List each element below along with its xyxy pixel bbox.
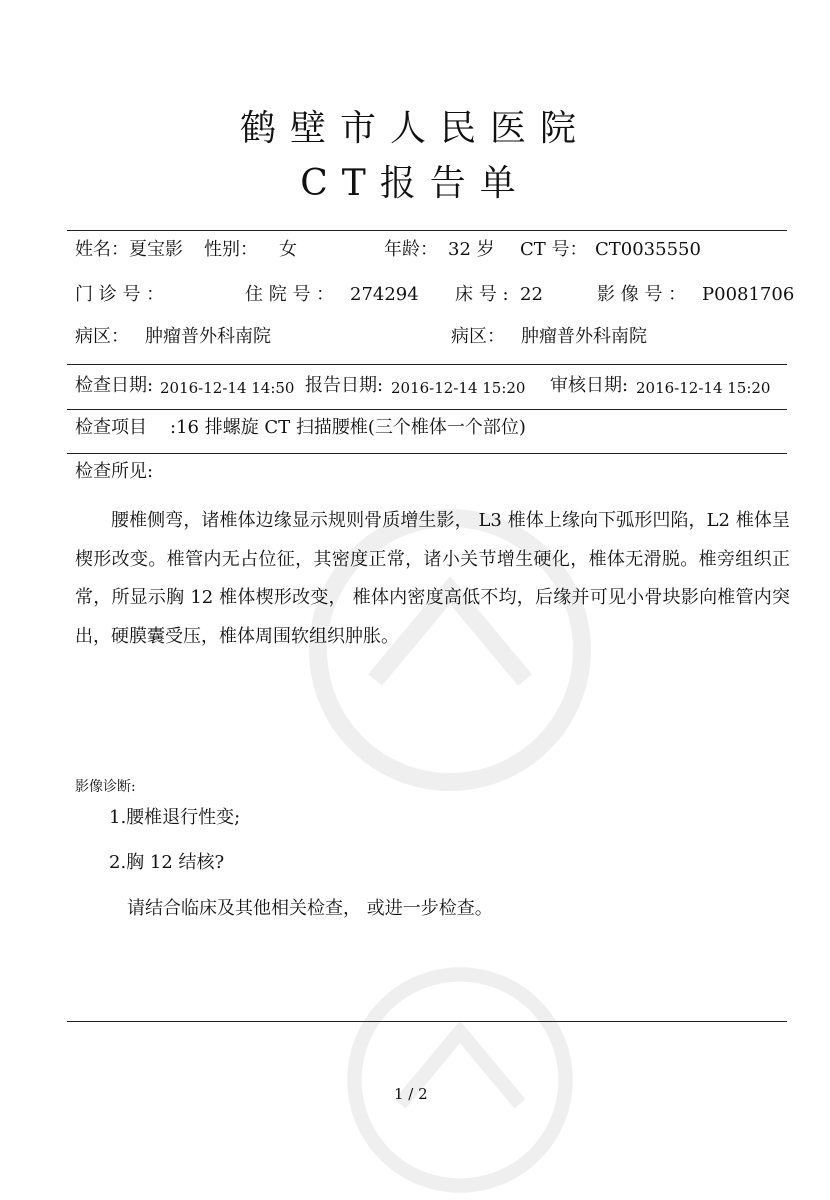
diagnosis-advice: 请结合临床及其他相关检查， 或进一步检查。: [127, 898, 493, 919]
exam-date: 2016-12-14 14:50: [160, 379, 295, 397]
review-date: 2016-12-14 15:20: [636, 379, 771, 397]
exam-item-value: :16 排螺旋 CT 扫描腰椎(三个椎体一个部位): [170, 417, 526, 438]
page-number: 1 / 2: [394, 1085, 428, 1103]
hospital-name: 鹤壁市人民医院: [239, 108, 590, 149]
name-label: 姓名：: [75, 239, 129, 260]
diagnosis-item: 1.腰椎退行性变;: [109, 807, 241, 828]
patient-age: 32 岁: [448, 239, 495, 260]
inpatient-label: 住 院 号 ：: [245, 284, 335, 305]
ward-value: 肿瘤普外科南院: [145, 326, 271, 347]
diagnosis-item: 2.胸 12 结核?: [109, 852, 225, 873]
findings-text: 腰椎侧弯，诸椎体边缘显示规则骨质增生影， L3 椎体上缘向下弧形凹陷，L2 椎体呈楔形改变。椎管内无占位征，其密度正常，诸小关节增生硬化，椎体无滑脱。椎旁组织正常，所显示胸 12 椎体楔形改变， 椎体内密度高低不均，后缘并可见小骨块影向椎管内突出，硬膜囊受压，椎体周围软组织肿胀。: [75, 510, 790, 647]
image-number: P0081706: [702, 284, 795, 305]
report-date-label: 报告日期:: [305, 375, 384, 396]
ct-number-label: CT 号：: [520, 239, 588, 260]
ward-value: 肿瘤普外科南院: [521, 326, 647, 347]
image-number-label: 影 像 号 ：: [597, 284, 687, 305]
divider: [67, 364, 787, 365]
review-date-label: 审核日期:: [550, 375, 629, 396]
report-date: 2016-12-14 15:20: [391, 379, 526, 397]
report-title: CT报告单: [300, 163, 530, 204]
inpatient-number: 274294: [350, 284, 419, 305]
bed-label: 床 号 :: [455, 284, 509, 305]
ct-number: CT0035550: [595, 239, 701, 260]
diagnosis-label: 影像诊断:: [75, 779, 136, 795]
patient-name: 夏宝影: [129, 239, 183, 260]
divider: [67, 453, 787, 454]
ward-label: 病区：: [451, 326, 505, 347]
findings-label: 检查所见:: [75, 461, 154, 482]
age-label: 年龄：: [384, 239, 438, 260]
divider: [67, 1021, 787, 1022]
patient-sex: 女: [279, 239, 297, 260]
sex-label: 性别：: [204, 239, 258, 260]
ward-label: 病区：: [75, 326, 129, 347]
watermark-logo: [330, 960, 590, 1200]
divider: [67, 230, 787, 231]
divider: [67, 409, 787, 410]
outpatient-label: 门 诊 号 ：: [75, 284, 165, 305]
bed-number: 22: [520, 284, 543, 305]
exam-date-label: 检查日期:: [75, 375, 154, 396]
exam-item-label: 检查项目: [75, 417, 147, 438]
